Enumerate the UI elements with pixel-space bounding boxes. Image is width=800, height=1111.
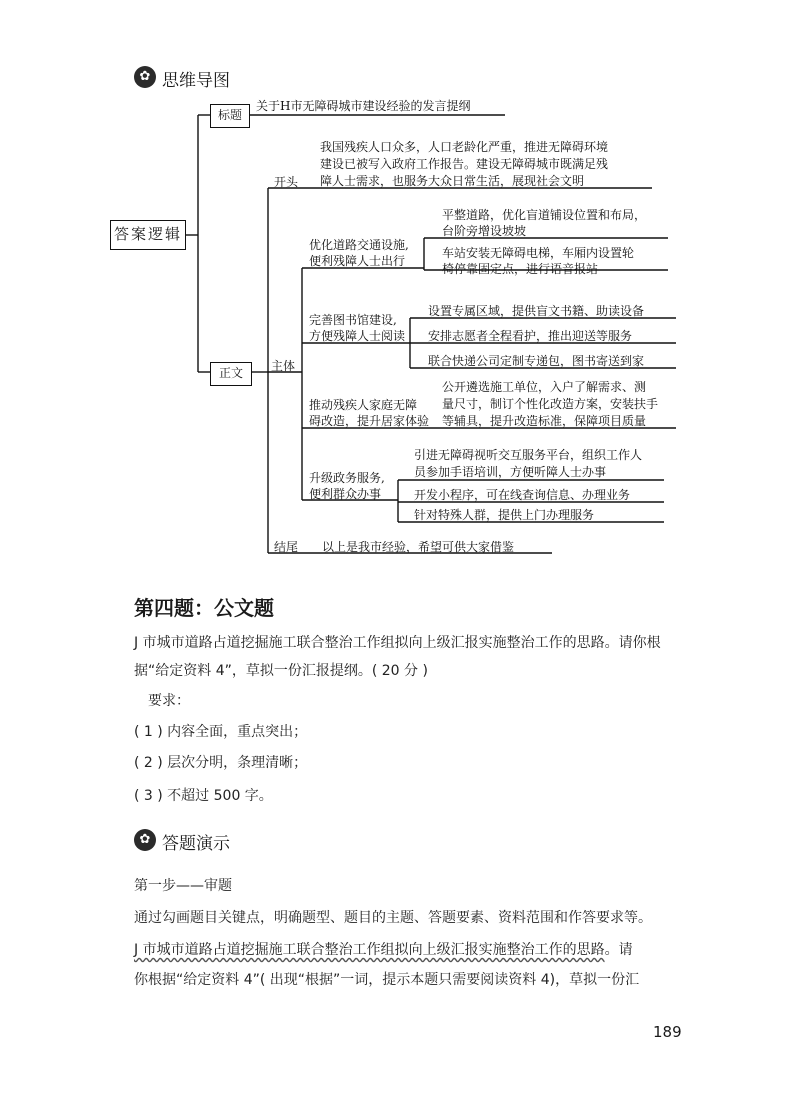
branch-4-label-2: 便利群众办事	[309, 487, 382, 501]
branch-4-label-1: 升级政务服务,	[309, 471, 385, 485]
branch-2-item-3: 联合快递公司定制专递包，图书寄送到家	[428, 354, 645, 368]
body-label-box: 正文	[210, 362, 252, 386]
branch-1-label-1: 优化道路交通设施,	[309, 238, 409, 252]
branch-4-item-1-line-1: 引进无障碍视听交互服务平台，组织工作人	[414, 448, 643, 462]
branch-4-item-3: 针对特殊人群，提供上门办理服务	[414, 508, 595, 522]
title-label-box: 标题	[210, 104, 250, 128]
title-text: 关于H市无障碍城市建设经验的发言提纲	[256, 99, 471, 113]
opening-line-1: 我国残疾人口众多，人口老龄化严重，推进无障碍环境	[320, 140, 609, 154]
branch-3-item-line-1: 公开遴选施工单位，入户了解需求、测	[442, 380, 647, 394]
mindmap-root: 答案逻辑	[110, 220, 186, 250]
mindmap-section-title: 思维导图	[162, 71, 230, 91]
opening-line-2: 建设已被写入政府工作报告。建设无障碍城市既满足残	[320, 157, 609, 171]
ending-text: 以上是我市经验，希望可供大家借鉴	[322, 540, 515, 554]
opening-line-3: 障人士需求，也服务大众日常生活，展现社会文明	[320, 174, 585, 188]
q4-heading: 第四题：公文题	[134, 596, 274, 620]
branch-3-item-line-2: 量尺寸，制订个性化改造方案，安装扶手	[442, 397, 659, 411]
ending-label: 结尾	[274, 540, 299, 554]
branch-2-item-2: 安排志愿者全程看护，推出迎送等服务	[428, 329, 633, 343]
demo-paragraph-1: 通过勾画题目关键点，明确题型、题目的主题、答题要素、资料范围和作答要求等。	[134, 910, 652, 926]
q4-prompt-line-2: 据“给定资料 4”，草拟一份汇报提纲。( 20 分 )	[134, 663, 428, 679]
flower-icon-2: ✿	[134, 829, 156, 851]
q4-requirement-3: ( 3 ) 不超过 500 字。	[134, 788, 273, 804]
branch-4-item-1-line-2: 员参加手语培训，方便听障人士办事	[414, 465, 607, 479]
branch-3-label-1: 推动残疾人家庭无障	[309, 398, 418, 412]
branch-1-item-1-line-2: 台阶旁增设坡坡	[442, 224, 527, 238]
demo-highlight-subject: J 市城市道路占道挖掘施工联合整治工作组拟向上级汇报实施整治工作的思路	[134, 942, 605, 958]
branch-1-item-1-line-1: 平整道路，优化盲道铺设位置和布局，	[442, 208, 647, 222]
q4-prompt-line-1: J 市城市道路占道挖掘施工联合整治工作组拟向上级汇报实施整治工作的思路。请你根	[134, 635, 661, 651]
opening-label: 开头	[274, 175, 299, 189]
branch-1-item-2-line-2: 椅停靠固定点，进行语音报站	[442, 262, 599, 276]
demo-step: 第一步——审题	[134, 878, 232, 894]
branch-3-item-line-3: 等辅具，提升改造标准，保障项目质量	[442, 414, 647, 428]
branch-1-label-2: 便利残障人士出行	[309, 254, 406, 268]
branch-2-label-1: 完善图书馆建设,	[309, 313, 397, 327]
q4-requirements-title: 要求：	[148, 693, 190, 709]
demo-paragraph-2-line-2: 你根据“给定资料 4”( 出现“根据”一词，提示本题只需要阅读资料 4)，草拟一份汇	[134, 972, 640, 988]
page-number: 189	[653, 1023, 682, 1041]
branch-2-label-2: 方便残障人士阅读	[309, 329, 406, 343]
branch-2-item-1: 设置专属区域，提供盲文书籍、助读设备	[428, 304, 645, 318]
demo-section-title: 答题演示	[162, 834, 230, 854]
q4-requirement-1: ( 1 ) 内容全面，重点突出；	[134, 724, 308, 740]
branch-1-item-2-line-1: 车站安装无障碍电梯，车厢内设置轮	[442, 246, 635, 260]
demo-paragraph-2-line-1: J 市城市道路占道挖掘施工联合整治工作组拟向上级汇报实施整治工作的思路。请	[134, 942, 633, 958]
main-label: 主体	[271, 359, 296, 373]
branch-4-item-2: 开发小程序，可在线查询信息、办理业务	[414, 488, 631, 502]
q4-requirement-2: ( 2 ) 层次分明，条理清晰；	[134, 755, 308, 771]
branch-3-label-2: 碍改造，提升居家体验	[309, 414, 430, 428]
flower-icon: ✿	[134, 66, 156, 88]
